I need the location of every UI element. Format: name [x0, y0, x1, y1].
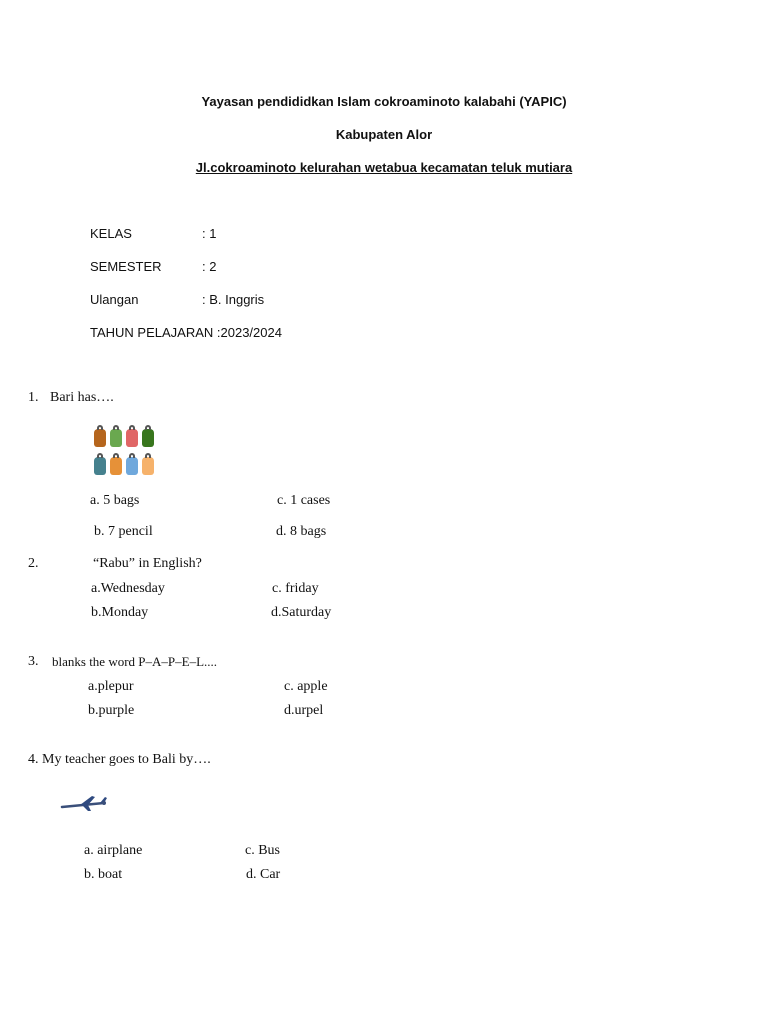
question-4-option-b: b. boat	[84, 867, 123, 882]
kelas-label: KELAS	[90, 226, 132, 241]
kelas-value: : 1	[202, 226, 217, 241]
regency-name: Kabupaten Alor	[335, 127, 433, 142]
question-1-number: 1.	[28, 390, 39, 405]
ulangan-label: Ulangan	[90, 292, 139, 307]
question-3-option-c: c. apple	[284, 679, 328, 694]
bag-icon	[142, 429, 154, 447]
school-name: Yayasan pendididkan Islam cokroaminoto kalabahi (YAPIC)	[201, 94, 567, 109]
school-address: Jl.cokroaminoto kelurahan wetabua kecamatan teluk mutiara	[195, 160, 573, 175]
semester-value: : 2	[202, 259, 217, 274]
tahun-pelajaran: TAHUN PELAJARAN :2023/2024	[90, 325, 282, 340]
question-3-option-b: b.purple	[88, 703, 135, 718]
question-3-number: 3.	[28, 654, 39, 669]
question-3-option-a: a.plepur	[88, 679, 134, 694]
question-1-option-d: d. 8 bags	[276, 524, 327, 539]
bag-icon	[126, 457, 138, 475]
question-4-option-d: d. Car	[246, 867, 281, 882]
airplane-icon	[58, 778, 116, 832]
question-2-text: “Rabu” in English?	[93, 556, 202, 571]
bag-icon	[110, 457, 122, 475]
bag-icon	[110, 429, 122, 447]
question-2-number: 2.	[28, 556, 39, 571]
question-4-text: 4. My teacher goes to Bali by….	[28, 752, 211, 767]
question-1-option-b: b. 7 pencil	[94, 524, 153, 539]
bags-icon	[92, 425, 158, 477]
question-2-option-a: a.Wednesday	[91, 581, 165, 596]
question-2-option-b: b.Monday	[91, 605, 149, 620]
question-3-text: blanks the word P–A–P–E–L....	[52, 654, 218, 669]
question-1-option-c: c. 1 cases	[277, 493, 331, 508]
question-2-option-c: c. friday	[272, 581, 319, 596]
question-1-option-a: a. 5 bags	[90, 493, 140, 508]
question-4-option-a: a. airplane	[84, 843, 143, 858]
question-1-text: Bari has….	[50, 390, 114, 405]
bag-icon	[94, 457, 106, 475]
ulangan-value: : B. Inggris	[202, 292, 265, 307]
question-2-option-d: d.Saturday	[271, 605, 332, 620]
question-3-option-d: d.urpel	[284, 703, 324, 718]
bag-icon	[126, 429, 138, 447]
bag-icon	[142, 457, 154, 475]
semester-label: SEMESTER	[90, 259, 162, 274]
question-4-option-c: c. Bus	[245, 843, 280, 858]
bag-icon	[94, 429, 106, 447]
